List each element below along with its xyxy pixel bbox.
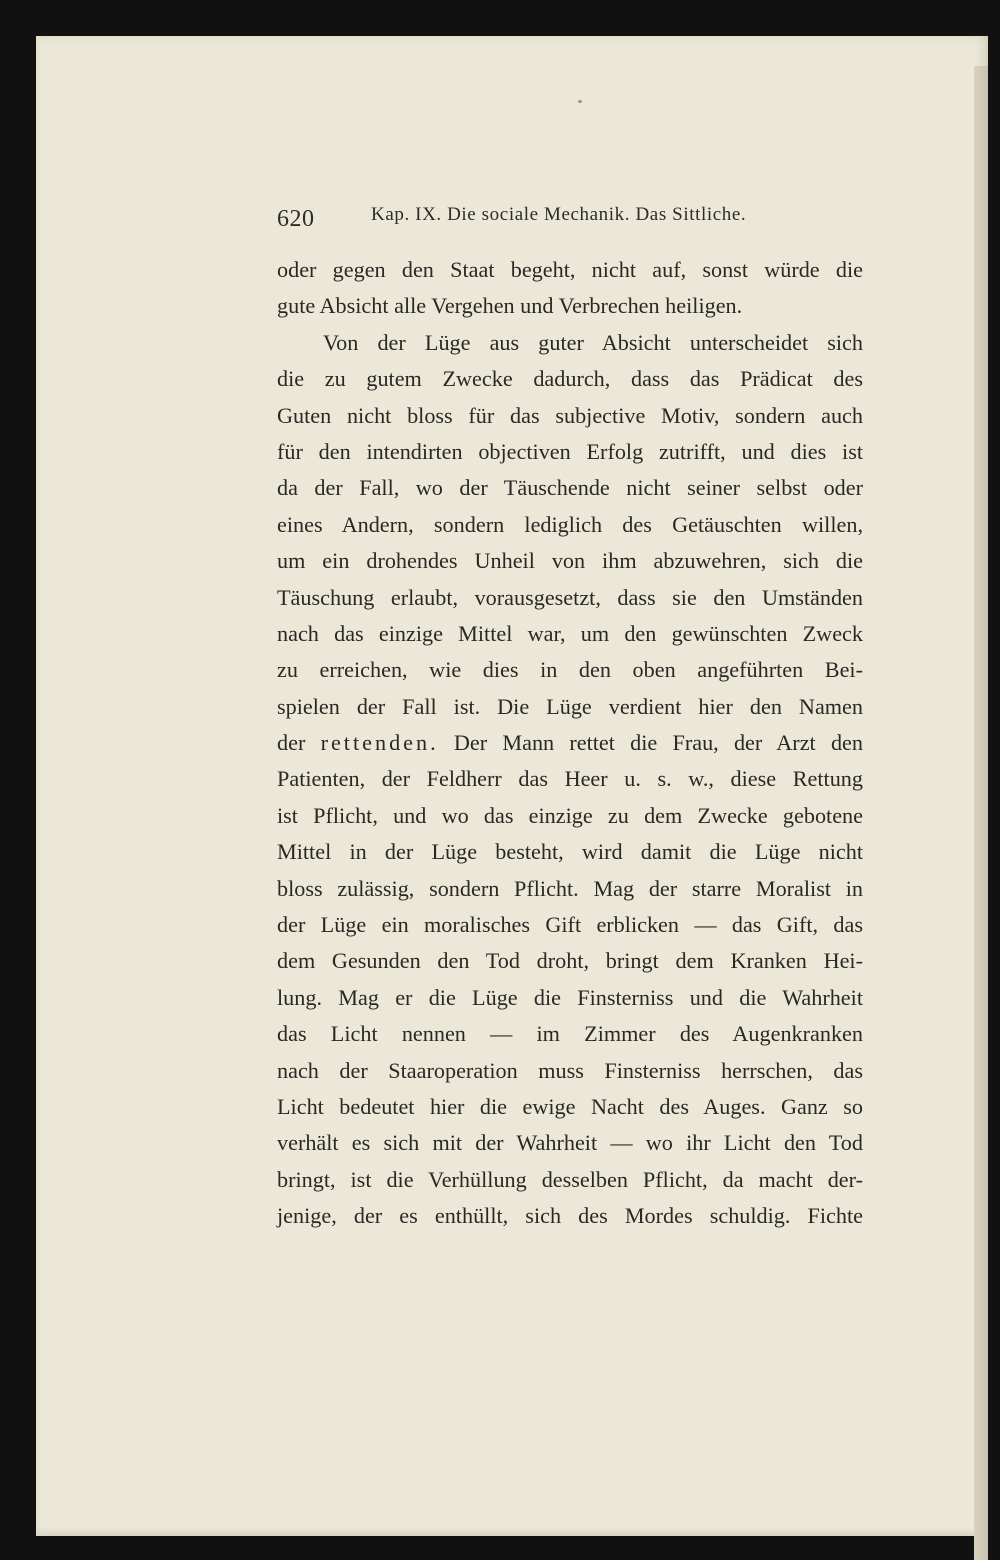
text-fragment: Der Mann rettet die Frau, der Arzt den [438, 730, 863, 756]
text-fragment: der [277, 730, 321, 756]
page-edge-shadow [974, 66, 988, 1560]
page-number: 620 [277, 206, 315, 232]
text-line: verhält es sich mit der Wahrheit — wo ihr Licht den Tod [277, 1130, 863, 1156]
text-line: Licht bedeutet hier die ewige Nacht des Auges. Ganz so [277, 1093, 863, 1119]
text-line: Mittel in der Lüge besteht, wird damit die Lüge nicht [277, 839, 863, 865]
text-line: der Lüge ein moralisches Gift erblicken — das Gift, das [277, 912, 863, 938]
text-line: ist Pflicht, und wo das einzige zu dem Zwecke gebotene [277, 802, 863, 828]
text-line: da der Fall, wo der Täuschende nicht seiner selbst oder [277, 475, 863, 501]
text-line: bloss zulässig, sondern Pflicht. Mag der starre Moralist in [277, 875, 863, 901]
text-line: das Licht nennen — im Zimmer des Augenkranken [277, 1021, 863, 1047]
body-text [277, 252, 863, 1235]
text-line: nach der Staaroperation muss Finsterniss herrschen, das [277, 1057, 863, 1083]
text-line: für den intendirten objectiven Erfolg zutrifft, und dies ist [277, 438, 863, 464]
text-line: jenige, der es enthüllt, sich des Mordes schuldig. Fichte [277, 1203, 863, 1229]
text-line: Täuschung erlaubt, vorausgesetzt, dass sie den Umständen [277, 584, 863, 610]
text-line: die zu gutem Zwecke dadurch, dass das Prädicat des [277, 366, 863, 392]
text-line: lung. Mag er die Lüge die Finsterniss und die Wahrheit [277, 984, 863, 1010]
text-line: dem Gesunden den Tod droht, bringt dem Kranken Hei- [277, 948, 863, 974]
text-line: nach das einzige Mittel war, um den gewünschten Zweck [277, 620, 863, 646]
ink-speck [578, 100, 582, 103]
spaced-emphasis: rettenden. [320, 730, 439, 756]
text-line: zu erreichen, wie dies in den oben angeführten Bei- [277, 657, 863, 683]
running-title: Kap. IX. Die sociale Mechanik. Das Sittliche. [371, 204, 747, 225]
text-line: spielen der Fall ist. Die Lüge verdient hier den Namen [277, 693, 863, 719]
text-line: um ein drohendes Unheil von ihm abzuwehren, sich die [277, 548, 863, 574]
page-header [277, 200, 867, 240]
text-line: Von der Lüge aus guter Absicht unterscheidet sich [323, 329, 863, 355]
text-line: oder gegen den Staat begeht, nicht auf, sonst würde die [277, 257, 863, 282]
text-line: eines Andern, sondern lediglich des Getäuschten willen, [277, 511, 863, 537]
text-line: bringt, ist die Verhüllung desselben Pflicht, da macht der- [277, 1166, 863, 1192]
text-line: Patienten, der Feldherr das Heer u. s. w., diese Rettung [277, 766, 863, 792]
text-line-emphasis [277, 725, 863, 761]
text-line: gute Absicht alle Vergehen und Verbrechen heiligen. [277, 293, 743, 319]
text-line: Guten nicht bloss für das subjective Motiv, sondern auch [277, 402, 863, 428]
